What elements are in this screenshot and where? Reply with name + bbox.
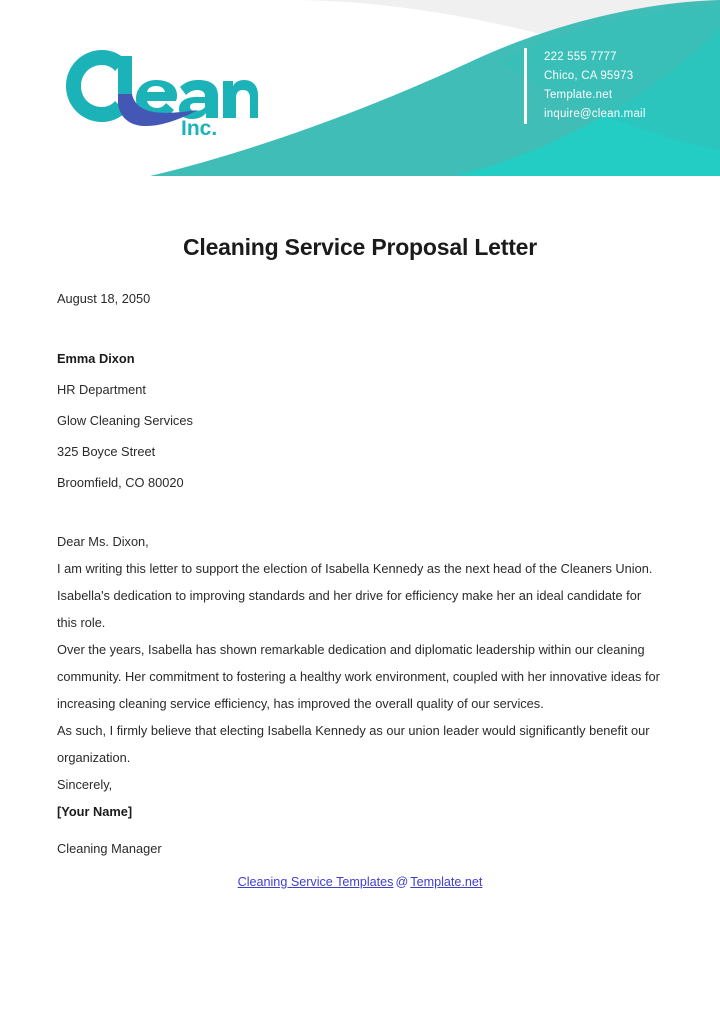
letter-paragraph-3: As such, I firmly believe that electing Isabella Kennedy as our union leader would significantly benefit our organization. bbox=[57, 723, 650, 765]
letter-signer-role: Cleaning Manager bbox=[57, 841, 162, 856]
contact-website: Template.net bbox=[544, 89, 613, 101]
footer-link-templates[interactable]: Cleaning Service Templates bbox=[237, 875, 394, 889]
footer-separator: @ bbox=[395, 875, 409, 889]
logo-n-glyph bbox=[223, 80, 258, 118]
footer-link-templatenet[interactable]: Template.net bbox=[410, 875, 483, 889]
recipient-city-state-zip: Broomfield, CO 80020 bbox=[57, 475, 184, 490]
recipient-name: Emma Dixon bbox=[57, 351, 135, 366]
letter-closing: Sincerely, bbox=[57, 777, 113, 792]
letter-paragraph-2: Over the years, Isabella has shown remarkable dedication and diplomatic leadership within our cleaning community. Her commitment to fostering a healthy work environment, coupled with her innovative ideas for increasing cleaning service efficiency, has improved the overall quality of our services. bbox=[57, 642, 660, 711]
logo-mark bbox=[58, 42, 258, 137]
letter-body bbox=[57, 528, 663, 862]
recipient-block bbox=[57, 343, 663, 498]
header-banner bbox=[0, 0, 720, 190]
letter-signer-name: [Your Name] bbox=[57, 804, 133, 819]
recipient-company: Glow Cleaning Services bbox=[57, 413, 193, 428]
letter-content bbox=[0, 289, 720, 889]
header-contact-block bbox=[524, 48, 646, 124]
letter-date: August 18, 2050 bbox=[57, 291, 151, 306]
footer-attribution bbox=[57, 875, 663, 889]
contact-email: inquire@clean.mail bbox=[544, 108, 646, 120]
clean-inc-logo bbox=[58, 42, 258, 137]
logo-inc-text: Inc. bbox=[181, 117, 218, 137]
letter-salutation: Dear Ms. Dixon, bbox=[57, 534, 149, 549]
recipient-department: HR Department bbox=[57, 382, 146, 397]
recipient-street: 325 Boyce Street bbox=[57, 444, 156, 459]
contact-phone: 222 555 7777 bbox=[544, 51, 617, 63]
document-body bbox=[0, 190, 720, 889]
letter-paragraph-1: I am writing this letter to support the election of Isabella Kennedy as the next head of the Cleaners Union. Isabella's dedication to improving standards and her drive for efficiency make her an ideal candidate for this role. bbox=[57, 561, 653, 630]
page-title: Cleaning Service Proposal Letter bbox=[182, 234, 538, 260]
logo-c-glyph bbox=[66, 50, 126, 122]
contact-address: Chico, CA 95973 bbox=[544, 70, 634, 82]
